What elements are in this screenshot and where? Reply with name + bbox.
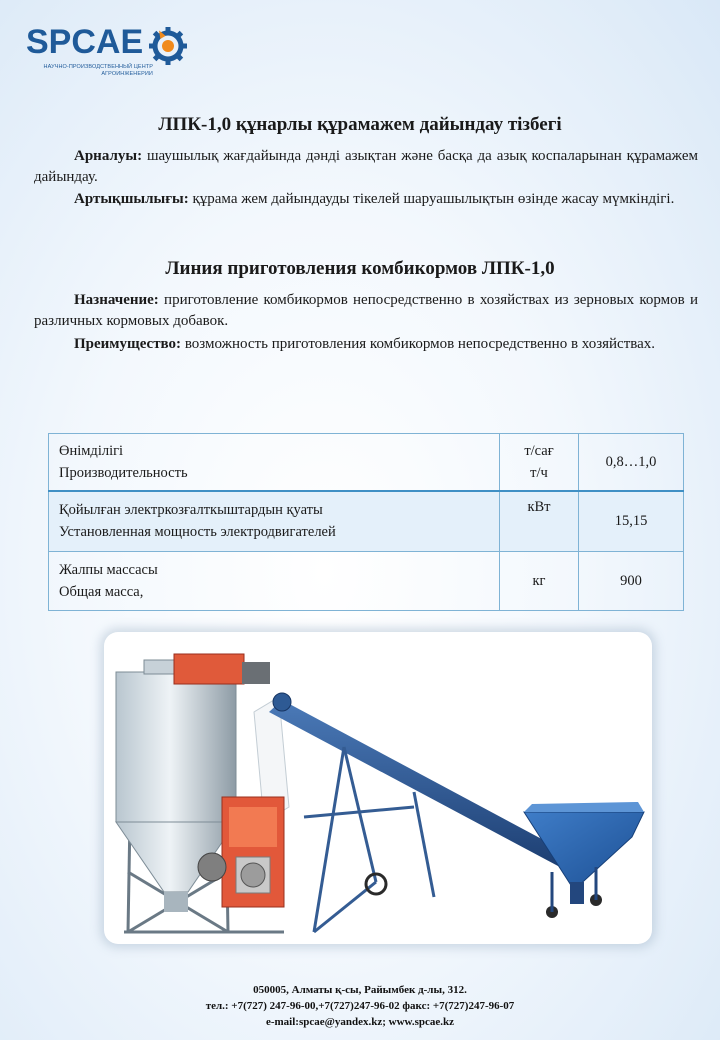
spec-name-ru: Установленная мощность электродвигателей <box>59 524 336 541</box>
logo-subtitle-line1: НАУЧНО-ПРОИЗВОДСТВЕННЫЙ ЦЕНТР <box>43 64 153 70</box>
feed-line-illustration <box>104 632 652 944</box>
ru-purpose-text: приготовление комбикормов непосредственно в хозяйствах из зерновых кормов и различных кормовых добавок. <box>34 292 698 329</box>
spec-unit-kz: т/сағ <box>524 442 554 459</box>
kz-title: ЛПК-1,0 құнарлы құрамажем дайындау тізбегі <box>158 114 562 135</box>
equipment-photo <box>104 632 652 944</box>
footer-phones: тел.: +7(727) 247-96-00,+7(727)247-96-02 факс: +7(727)247-96-07 <box>205 1000 515 1012</box>
spec-name-kz: Қойылған электркозғалткыштардын қуаты <box>59 502 323 519</box>
kz-purpose-label: Арналуы: <box>74 148 143 164</box>
spec-name-cell <box>49 491 500 551</box>
spec-value-cell: 0,8…1,0 <box>579 434 684 491</box>
spec-name-kz: Өнімділігі <box>59 442 124 459</box>
logo-wordmark: SPCAE <box>26 23 144 61</box>
spec-unit-cell <box>500 434 579 491</box>
ru-advantage-label: Преимущество: <box>74 336 182 352</box>
ru-title: Линия приготовления комбикормов ЛПК-1,0 <box>165 258 555 279</box>
spec-name-kz: Жалпы массасы <box>59 561 158 578</box>
footer-address: 050005, Алматы қ-сы, Райымбек д-лы, 312. <box>253 984 467 996</box>
spec-value-cell: 900 <box>579 551 684 610</box>
table-row <box>49 551 684 610</box>
ru-advantage-text: возможность приготовления комбикормов непосредственно в хозяйствах. <box>181 336 656 352</box>
kz-purpose <box>34 146 698 188</box>
spec-name-cell <box>49 434 500 491</box>
kz-advantage-text: құрама жем дайындауды тікелей шаруашылықтын өзінде жасау мүмкіндігі. <box>188 191 675 207</box>
spec-unit-cell: кг <box>500 551 579 610</box>
kz-advantage <box>34 189 698 210</box>
spec-name-ru: Производительность <box>59 464 188 481</box>
footer-web: e-mail:spcae@yandex.kz; www.spcae.kz <box>265 1016 455 1028</box>
table-row <box>49 491 684 551</box>
spec-value-cell: 15,15 <box>579 491 684 551</box>
kz-purpose-text: шаушылық жағдайында дәнді азықтан және басқа да азық коспаларынан құрамажем дайындау. <box>34 148 698 185</box>
table-row <box>49 434 684 491</box>
gear-icon <box>144 22 188 66</box>
spec-name-ru: Общая масса, <box>59 583 144 600</box>
footer-contacts <box>0 982 720 1030</box>
logo-subtitle-line2: АГРОИНЖЕНЕРИИ <box>101 71 153 77</box>
kz-advantage-label: Артықшылығы: <box>74 191 189 207</box>
ru-purpose-label: Назначение: <box>74 292 159 308</box>
spec-unit-ru: т/ч <box>530 464 548 481</box>
spec-unit-cell: кВт <box>500 491 579 551</box>
spec-name-cell <box>49 551 500 610</box>
ru-advantage <box>34 334 698 355</box>
company-logo <box>26 18 186 88</box>
logo-subtitle <box>28 64 153 78</box>
ru-purpose <box>34 290 698 332</box>
specs-table <box>48 433 684 611</box>
